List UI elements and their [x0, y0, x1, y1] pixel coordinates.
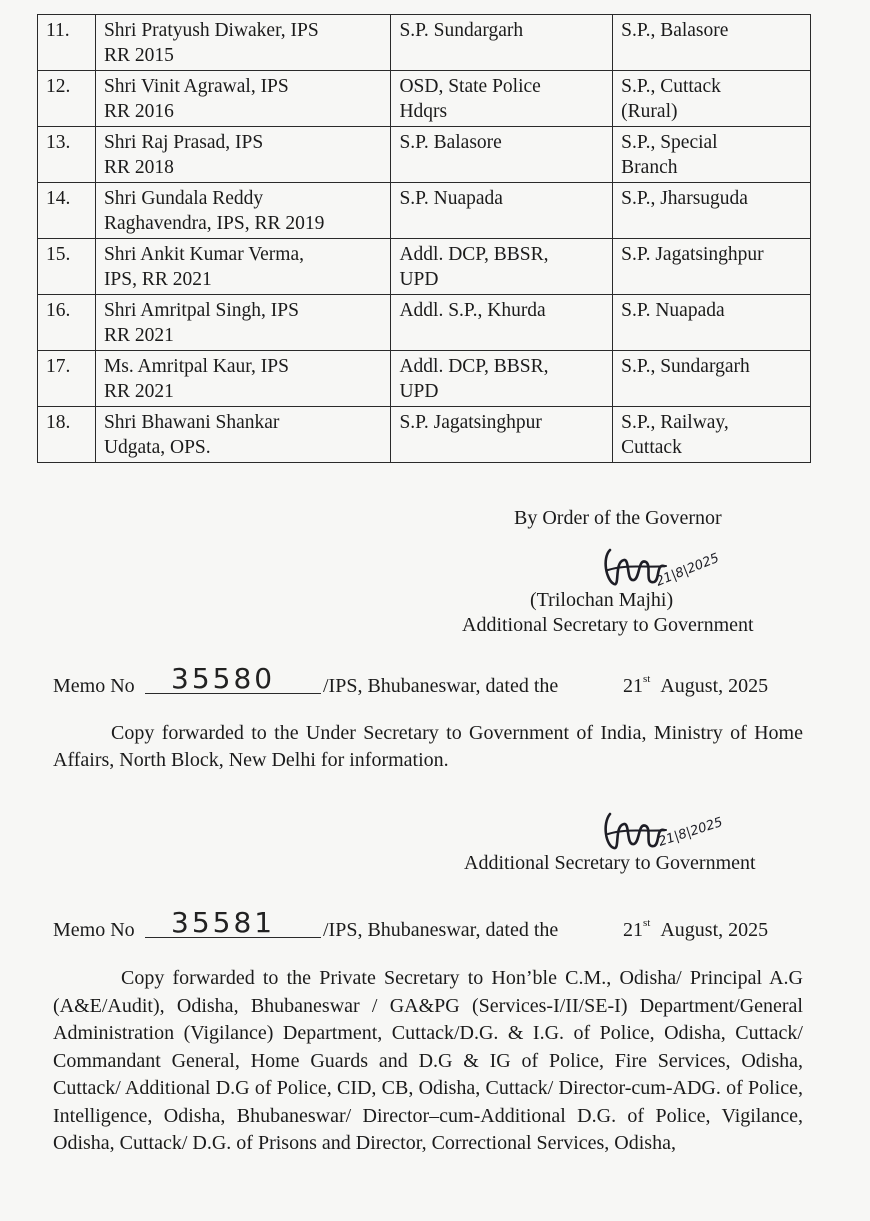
svg-text:21|8|2025: 21|8|2025: [653, 550, 722, 590]
name-line: Shri Ankit Kumar Verma,: [103, 244, 304, 265]
date-suffix: st: [643, 673, 651, 685]
from-line: S.P. Nuapada: [399, 188, 503, 209]
date-day: 21: [623, 675, 643, 697]
table-row: [38, 407, 811, 463]
to-line: S.P. Nuapada: [621, 300, 725, 321]
table-row: [38, 127, 811, 183]
to-line: S.P., Railway,: [621, 412, 729, 433]
serial-cell: 15.: [38, 239, 96, 295]
serial-cell: 14.: [38, 183, 96, 239]
signer-name: (Trilochan Majhi): [530, 589, 674, 611]
memo-label: Memo No: [53, 675, 135, 697]
name-line: RR 2016: [103, 101, 174, 122]
memo-number: 35580: [171, 662, 276, 695]
date-suffix: st: [643, 917, 651, 929]
present-posting-cell: [391, 351, 613, 407]
serial-cell: 16.: [38, 295, 96, 351]
from-line: UPD: [399, 269, 439, 290]
date-month-year: August, 2025: [660, 675, 769, 697]
officer-name-cell: [95, 295, 391, 351]
name-line: Shri Vinit Agrawal, IPS: [103, 76, 289, 97]
officer-name-cell: [95, 127, 391, 183]
memo-number-field: [145, 663, 321, 694]
new-posting-cell: [613, 71, 811, 127]
new-posting-cell: [613, 183, 811, 239]
table-row: [38, 71, 811, 127]
table-row: [38, 295, 811, 351]
officer-name-cell: [95, 71, 391, 127]
name-line: RR 2021: [103, 325, 174, 346]
name-line: Shri Bhawani Shankar: [103, 412, 280, 433]
officer-name-cell: [95, 183, 391, 239]
to-line: (Rural): [621, 101, 678, 122]
to-line: S.P., Balasore: [621, 20, 729, 41]
table-row: [38, 351, 811, 407]
to-line: S.P., Special: [621, 132, 718, 153]
serial-cell: 12.: [38, 71, 96, 127]
copy-forwarded-paragraph: Copy forwarded to the Under Secretary to Government of India, Ministry of Home Affairs, North Block, New Delhi for information.: [53, 722, 803, 771]
memo-number: 35581: [171, 906, 276, 939]
name-line: IPS, RR 2021: [103, 269, 212, 290]
present-posting-cell: [391, 15, 613, 71]
from-line: OSD, State Police: [399, 76, 541, 97]
date-day: 21: [623, 919, 643, 941]
officer-name-cell: [95, 15, 391, 71]
to-line: S.P. Jagatsinghpur: [621, 244, 764, 265]
serial-cell: 17.: [38, 351, 96, 407]
to-line: Branch: [621, 157, 678, 178]
by-order-line: By Order of the Governor: [514, 507, 722, 529]
transfer-table: [37, 14, 811, 463]
name-line: RR 2021: [103, 381, 174, 402]
present-posting-cell: [391, 127, 613, 183]
copy-forwarded-paragraph: Copy forwarded to the Private Secretary to Hon’ble C.M., Odisha/ Principal A.G (A&E/Audit), Odisha, Bhubaneswar / GA&PG (Services-I/II/SE-I) Department/General Administration (Vigilance) Department, Cuttack/D.G. & I.G. of Police, Odisha, Cuttack/ Commandant General, Home Guards and D.G & IG of Police, Fire Services, Odisha, Cuttack/ Additional D.G of Police, CID, CB, Odisha, Cuttack/ Director-cum-ADG. of Police, Intelligence, Odisha, Bhubaneswar/ Director–cum-Additional D.G. of Police, Vigilance, Odisha, Cuttack/ D.G. of Prisons and Director, Correctional Services, Odisha,: [53, 967, 803, 1154]
present-posting-cell: [391, 239, 613, 295]
serial-cell: 13.: [38, 127, 96, 183]
memo-place-text: /IPS, Bhubaneswar, dated the: [323, 675, 559, 697]
from-line: S.P. Jagatsinghpur: [399, 412, 542, 433]
name-line: Raghavendra, IPS, RR 2019: [103, 213, 325, 234]
from-line: S.P. Balasore: [399, 132, 502, 153]
name-line: Ms. Amritpal Kaur, IPS: [103, 356, 289, 377]
name-line: Shri Raj Prasad, IPS: [103, 132, 264, 153]
to-line: S.P., Sundargarh: [621, 356, 750, 377]
new-posting-cell: [613, 239, 811, 295]
from-line: S.P. Sundargarh: [399, 20, 524, 41]
to-line: S.P., Jharsuguda: [621, 188, 748, 209]
serial-cell: 11.: [38, 15, 96, 71]
memo-label: Memo No: [53, 919, 135, 941]
new-posting-cell: [613, 407, 811, 463]
present-posting-cell: [391, 295, 613, 351]
designation: Additional Secretary to Government: [464, 852, 756, 874]
transfer-table-body: [38, 15, 811, 463]
new-posting-cell: [613, 15, 811, 71]
name-line: Udgata, OPS.: [103, 437, 211, 458]
designation: Additional Secretary to Government: [462, 614, 754, 636]
to-line: S.P., Cuttack: [621, 76, 721, 97]
from-line: Addl. S.P., Khurda: [399, 300, 546, 321]
officer-name-cell: [95, 407, 391, 463]
from-line: Hdqrs: [399, 101, 448, 122]
present-posting-cell: [391, 183, 613, 239]
table-row: [38, 239, 811, 295]
from-line: Addl. DCP, BBSR,: [399, 244, 549, 265]
memo-date: [623, 675, 768, 698]
name-line: Shri Amritpal Singh, IPS: [103, 300, 299, 321]
memo-date: [623, 919, 768, 942]
table-row: [38, 15, 811, 71]
serial-cell: 18.: [38, 407, 96, 463]
officer-name-cell: [95, 351, 391, 407]
name-line: RR 2015: [103, 45, 174, 66]
from-line: UPD: [399, 381, 439, 402]
name-line: Shri Pratyush Diwaker, IPS: [103, 20, 319, 41]
present-posting-cell: [391, 71, 613, 127]
memo-place-text: /IPS, Bhubaneswar, dated the: [323, 919, 559, 941]
from-line: Addl. DCP, BBSR,: [399, 356, 549, 377]
name-line: Shri Gundala Reddy: [103, 188, 264, 209]
svg-text:21|8|2025: 21|8|2025: [656, 814, 725, 850]
name-line: RR 2018: [103, 157, 174, 178]
date-month-year: August, 2025: [660, 919, 769, 941]
officer-name-cell: [95, 239, 391, 295]
new-posting-cell: [613, 295, 811, 351]
new-posting-cell: [613, 127, 811, 183]
table-row: [38, 183, 811, 239]
to-line: Cuttack: [621, 437, 682, 458]
present-posting-cell: [391, 407, 613, 463]
new-posting-cell: [613, 351, 811, 407]
memo-number-field: [145, 907, 321, 938]
